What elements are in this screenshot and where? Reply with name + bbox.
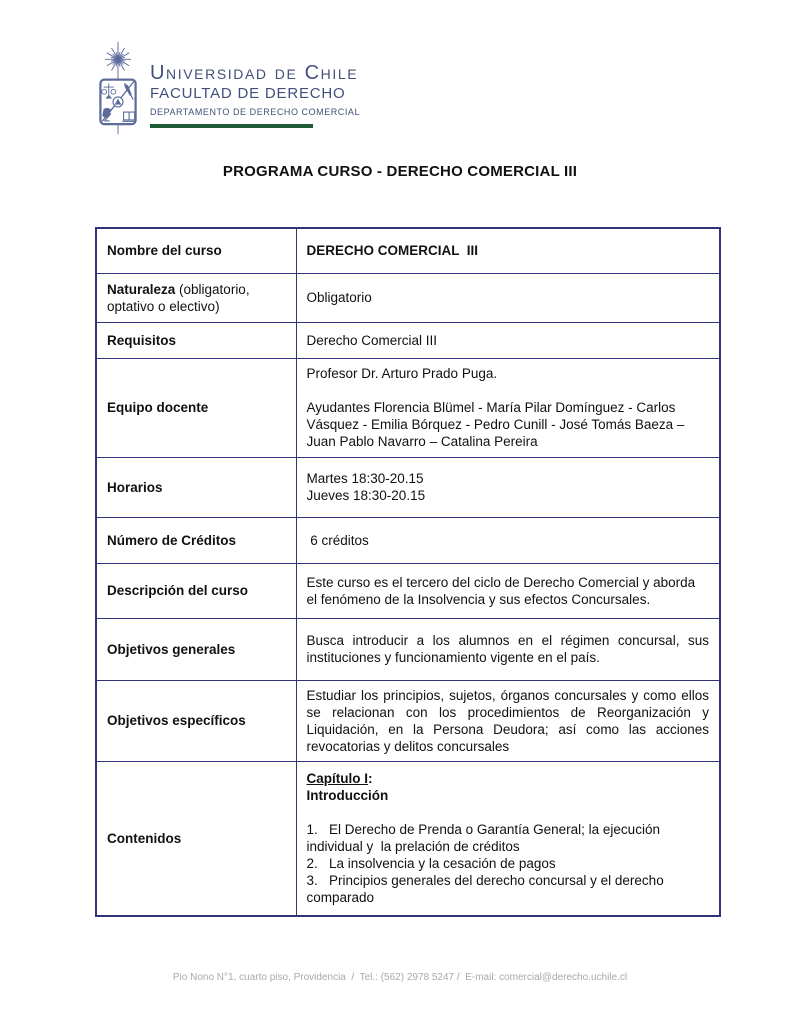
- university-name: Universidad de Chile: [150, 62, 359, 84]
- table-row-equipo-docente: [96, 358, 720, 457]
- naturaleza-label: [96, 273, 296, 322]
- contenidos-chapter-heading: Capítulo I:: [306, 771, 373, 787]
- descripcion-del-curso-value: Este curso es el tercero del ciclo de Derecho Comercial y aborda el fenómeno de la Insolvencia y sus efectos Concursales.: [296, 563, 720, 618]
- requisitos-label: Requisitos: [96, 322, 296, 358]
- naturaleza-label-rest: (obligatorio, optativo o electivo): [107, 281, 250, 314]
- contenidos-spacer: [307, 804, 710, 821]
- nombre-del-curso-value: DERECHO COMERCIAL III: [296, 228, 720, 273]
- table-row-objetivos-especificos: [96, 680, 720, 761]
- letterhead: [93, 38, 360, 138]
- contenidos-chapter-subheading: Introducción: [306, 788, 389, 804]
- table-row-requisitos: [96, 322, 720, 358]
- descripcion-del-curso-label: Descripción del curso: [96, 563, 296, 618]
- objetivos-generales-label: Objetivos generales: [96, 618, 296, 680]
- equipo-docente-value: [296, 358, 720, 457]
- table-row-naturaleza: [96, 273, 720, 322]
- numero-de-creditos-value: 6 créditos: [296, 517, 720, 563]
- contenidos-label: Contenidos: [96, 761, 296, 916]
- uchile-shield-crest-icon: [93, 38, 143, 138]
- green-divider-bar: [150, 124, 313, 128]
- program-table: [95, 227, 721, 917]
- contenidos-value: [296, 761, 720, 916]
- table-row-numero-de-creditos: [96, 517, 720, 563]
- footer-contact-line: Pio Nono N°1, cuarto piso, Providencia / Tel.: (562) 2978 5247 / E-mail: comercial@derecho.uchile.cl: [172, 972, 628, 983]
- objetivos-especificos-value: Estudiar los principios, sujetos, órganos concursales y como ellos se relacionan con los procedimientos de Reorganización y Liquidación, en la Persona Deudora; así como las acciones revocatorias y delitos concursales: [296, 680, 720, 761]
- table-row-nombre-del-curso: [96, 228, 720, 273]
- horarios-jueves: Jueves 18:30-20.15: [306, 488, 426, 503]
- nombre-del-curso-label: Nombre del curso: [96, 228, 296, 273]
- contenidos-item-3: 3. Principios generales del derecho concursal y el derecho comparado: [306, 873, 668, 906]
- horarios-value: [296, 457, 720, 517]
- table-row-descripcion-del-curso: [96, 563, 720, 618]
- naturaleza-label-bold: Naturaleza: [107, 281, 176, 297]
- contenidos-item-2: 2. La insolvencia y la cesación de pagos: [306, 856, 556, 872]
- scales-icon: [102, 83, 116, 98]
- book-icon: [122, 112, 136, 121]
- table-row-contenidos: [96, 761, 720, 916]
- objetivos-especificos-label: Objetivos específicos: [96, 680, 296, 761]
- document-title: PROGRAMA CURSO - DERECHO COMERCIAL III: [222, 163, 578, 180]
- numero-de-creditos-label: Número de Créditos: [96, 517, 296, 563]
- objetivos-generales-value: Busca introducir a los alumnos en el régimen concursal, sus instituciones y funcionamiento vigente en el país.: [296, 618, 720, 680]
- table-row-objetivos-generales: [96, 618, 720, 680]
- horarios-label: Horarios: [96, 457, 296, 517]
- horarios-martes: Martes 18:30-20.15: [306, 471, 424, 486]
- equipo-docente-label: Equipo docente: [96, 358, 296, 457]
- naturaleza-value: Obligatorio: [296, 273, 720, 322]
- faculty-name: FACULTAD DE DERECHO: [150, 85, 346, 102]
- equipo-docente-profesor: Profesor Dr. Arturo Prado Puga.: [306, 366, 498, 381]
- department-name: DEPARTAMENTO DE DERECHO COMERCIAL: [150, 107, 361, 117]
- table-row-horarios: [96, 457, 720, 517]
- equipo-docente-ayudantes: Ayudantes Florencia Blümel - María Pilar Domínguez - Carlos Vásquez - Emilia Bórquez - Pedro Cunill - José Tomás Baeza – Juan Pablo Navarro – Catalina Pereira: [306, 400, 685, 449]
- contenidos-item-1: 1. El Derecho de Prenda o Garantía General; la ejecución individual y la prelación de créditos: [306, 822, 664, 855]
- requisitos-value: Derecho Comercial III: [296, 322, 720, 358]
- wordmark: [150, 62, 360, 138]
